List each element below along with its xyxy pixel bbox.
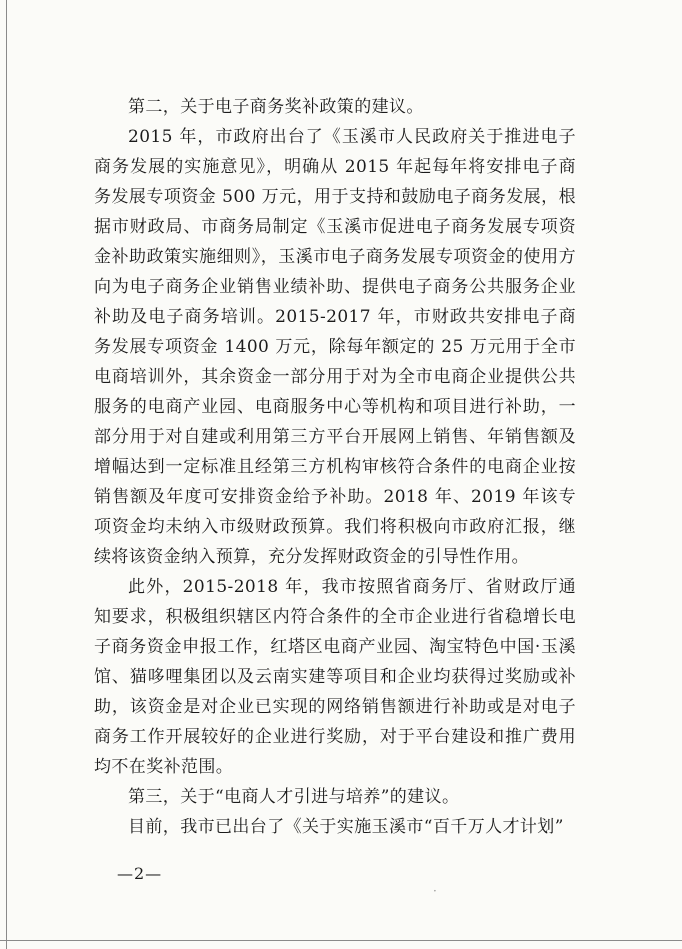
paragraph-section-two-heading: 第二，关于电子商务奖补政策的建议。 xyxy=(128,97,424,117)
document-body xyxy=(94,92,576,842)
page-border-bottom xyxy=(0,940,682,941)
paragraph-section-three-heading: 第三，关于“电商人才引进与培养”的建议。 xyxy=(128,787,460,807)
page-number: —2— xyxy=(117,864,163,883)
paragraph-provincial-funds: 此外，2015-2018 年，我市按照省商务厅、省财政厅通知要求，积极组织辖区内符合条件的全市企业进行省稳增长电子商务资金申报工作，红塔区电商产业园、淘宝特色中国·玉溪馆、猫哆哩集团以及云南实建等项目和企业均获得过奖励或补助，该资金是对企业已实现的网络销售额进行补助或是对电子商务工作开展较好的企业进行奖励，对于平台建设和推广费用均不在奖补范围。 xyxy=(94,577,576,777)
paragraph-policy-details: 2015 年，市政府出台了《玉溪市人民政府关于推进电子商务发展的实施意见》，明确从 2015 年起每年将安排电子商务发展专项资金 500 万元，用于支持和鼓励电子商务发展，根据市财政局、市商务局制定《玉溪市促进电子商务发展专项资金补助政策实施细则》，玉溪市电子商务发展专项资金的使用方向为电子商务企业销售业绩补助、提供电子商务公共服务企业补助及电子商务培训。2015-2017 年，市财政共安排电子商务发展专项资金 1400 万元，除每年额定的 25 万元用于全市电商培训外，其余资金一部分用于对为全市电商企业提供公共服务的电商产业园、电商服务中心等机构和项目进行补助，一部分用于对自建或利用第三方平台开展网上销售、年销售额及增幅达到一定标准且经第三方机构审核符合条件的电商企业按销售额及年度可安排资金给予补助。2018 年、2019 年该专项资金均未纳入市级财政预算。我们将积极向市政府汇报，继续将该资金纳入预算，充分发挥财政资金的引导性作用。 xyxy=(94,127,576,567)
paragraph-talent-plan: 目前，我市已出台了《关于实施玉溪市“百千万人才计划” xyxy=(128,817,564,837)
page-border-left xyxy=(6,0,7,949)
scan-speck: · xyxy=(433,884,437,898)
